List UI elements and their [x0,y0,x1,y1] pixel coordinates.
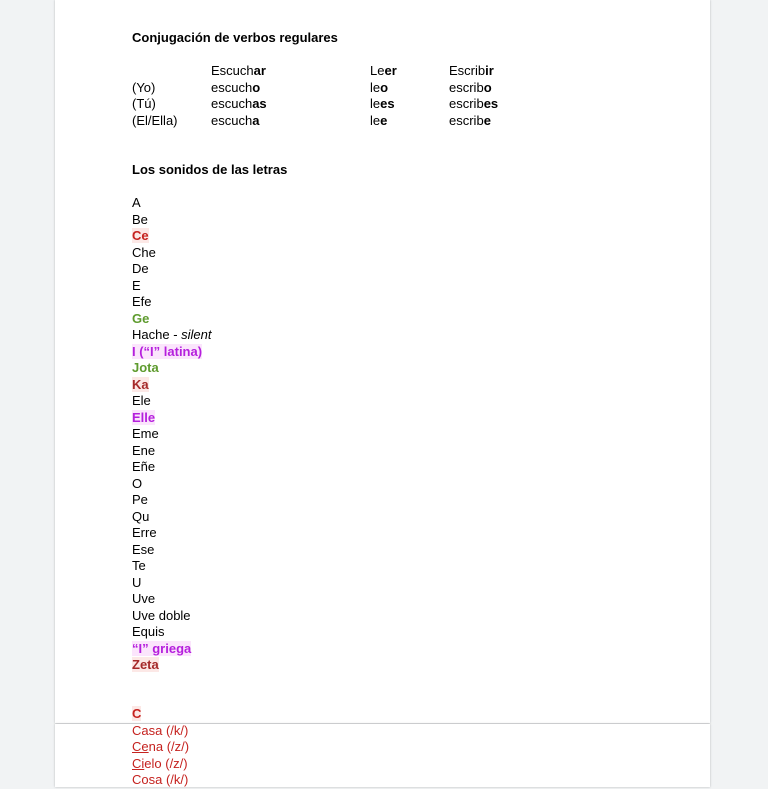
list-item: Ce [132,228,149,243]
list-item: Equis [132,624,165,639]
list-item: Uve doble [132,607,191,623]
form-tu-ir: escribes [449,96,499,111]
list-item: Ene [132,442,156,458]
list-item: “I” griega [132,640,192,656]
list-item: I (“I” latina) [132,343,203,359]
pronoun-yo: (Yo) [132,80,156,95]
conjugation-title: Conjugación de verbos regulares [132,30,338,45]
list-item: Zeta [132,657,159,672]
list-item: O [132,475,143,491]
form-el-ir: escribe [449,113,491,128]
form-el-er: lee [370,113,388,128]
c-section [132,706,189,789]
list-item: Ge [132,310,150,326]
letters-list [132,195,212,674]
list-item: Cena (/z/) [132,739,190,754]
verb-header-er: Leer [370,63,397,78]
letters-title: Los sonidos de las letras [132,162,288,177]
list-item: A [132,195,141,210]
form-yo-er: leo [370,80,389,95]
list-item: Jota [132,360,159,375]
list-item: Ka [132,376,149,392]
form-yo-ir: escribo [449,80,492,95]
form-tu-ar: escuchas [211,96,267,111]
list-item: Cosa (/k/) [132,772,189,787]
list-item: Eñe [132,459,156,474]
list-item: Casa (/k/) [132,722,189,738]
list-item: Te [132,558,146,573]
list-item: De [132,261,149,276]
list-item: Efe [132,294,152,309]
verb-header-ir: Escribir [449,63,494,78]
list-item: Elle [132,409,156,425]
list-item: U [132,574,142,590]
pronoun-el-ella: (El/Ella) [132,113,178,128]
list-item: Uve [132,591,156,606]
form-yo-ar: escucho [211,80,261,95]
form-el-ar: escucha [211,113,260,128]
list-item: Be [132,211,148,227]
list-item: Eme [132,426,159,441]
list-item: Cielo (/z/) [132,755,188,771]
list-item: Erre [132,525,157,540]
c-section-heading: C [132,706,142,721]
pronoun-tu: (Tú) [132,96,156,111]
list-item: Ele [132,393,151,408]
list-item: Pe [132,492,148,507]
list-item: Che [132,244,156,260]
list-item: Hache - silent [132,327,212,342]
list-item: Qu [132,508,150,524]
form-tu-er: lees [370,96,395,111]
verb-header-ar: Escuchar [211,63,266,78]
list-item: E [132,277,141,293]
list-item: Ese [132,541,155,557]
